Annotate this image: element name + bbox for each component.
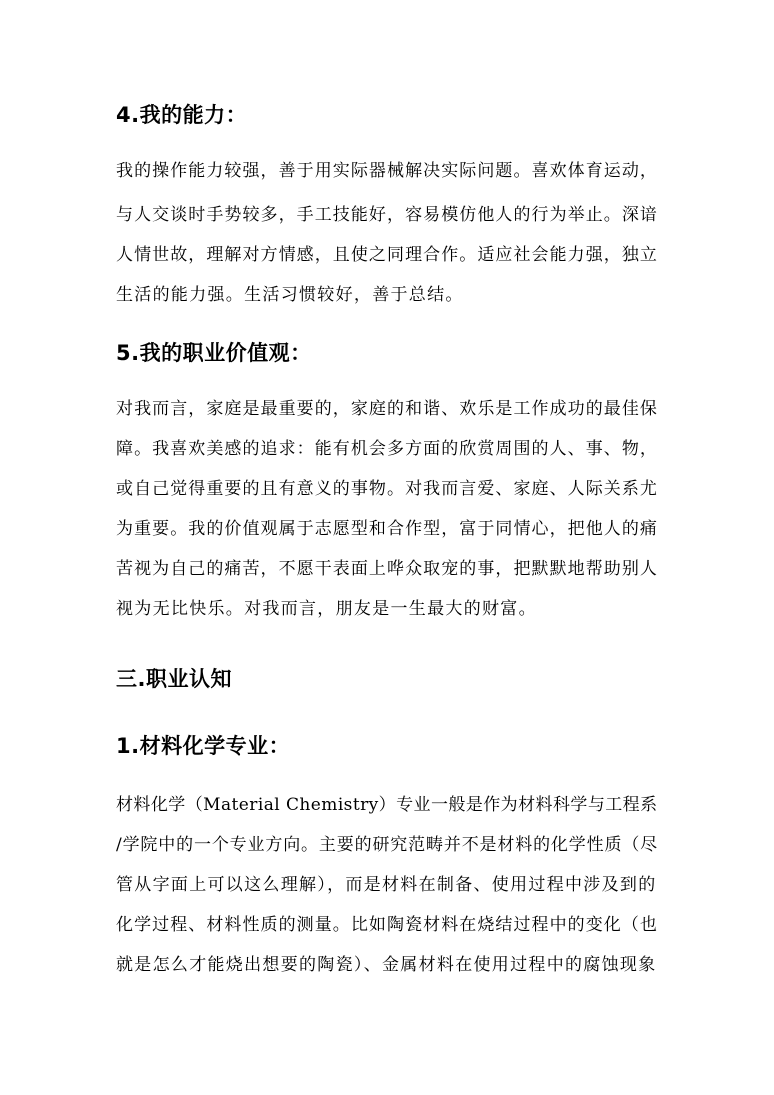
major-line: /学院中的一个专业方向。主要的研究范畴并不是材料的化学性质（尽 [116, 835, 659, 855]
values-line: 障。我喜欢美感的追求：能有机会多方面的欣赏周围的人、事、物， [116, 439, 658, 459]
major-line: 化学过程、材料性质的测量。比如陶瓷材料在烧结过程中的变化（也 [116, 915, 658, 935]
ability-line: 与人交谈时手势较多，手工技能好，容易模仿他人的行为举止。深谙 [116, 205, 658, 225]
values-line: 苦视为自己的痛苦，不愿干表面上哗众取宠的事，把默默地帮助别人 [116, 559, 658, 579]
major-line: 就是怎么才能烧出想要的陶瓷）、金属材料在使用过程中的腐蚀现象 [116, 955, 657, 975]
career-heading: 三.职业认知 [116, 667, 232, 691]
values-line: 视为无比快乐。对我而言，朋友是一生最大的财富。 [116, 599, 537, 619]
ability-line: 我的操作能力较强，善于用实际器械解决实际问题。喜欢体育运动， [116, 161, 658, 181]
major-line: 材料化学（Material Chemistry）专业一般是作为材料科学与工程系 [116, 795, 658, 815]
major-line: 管从字面上可以这么理解），而是材料在制备、使用过程中涉及到的 [116, 875, 657, 895]
ability-line: 生活的能力强。生活习惯较好，善于总结。 [116, 285, 464, 305]
values-heading: 5.我的职业价值观： [116, 341, 312, 365]
values-line: 或自己觉得重要的且有意义的事物。对我而言爱、家庭、人际关系尤 [116, 479, 658, 499]
major-heading: 1.材料化学专业： [116, 734, 291, 758]
values-line: 为重要。我的价值观属于志愿型和合作型，富于同情心，把他人的痛 [116, 519, 658, 539]
ability-line: 人情世故，理解对方情感，且使之同理合作。适应社会能力强，独立 [116, 245, 658, 265]
values-line: 对我而言，家庭是最重要的，家庭的和谐、欢乐是工作成功的最佳保 [116, 399, 658, 419]
ability-heading: 4.我的能力： [116, 103, 248, 127]
